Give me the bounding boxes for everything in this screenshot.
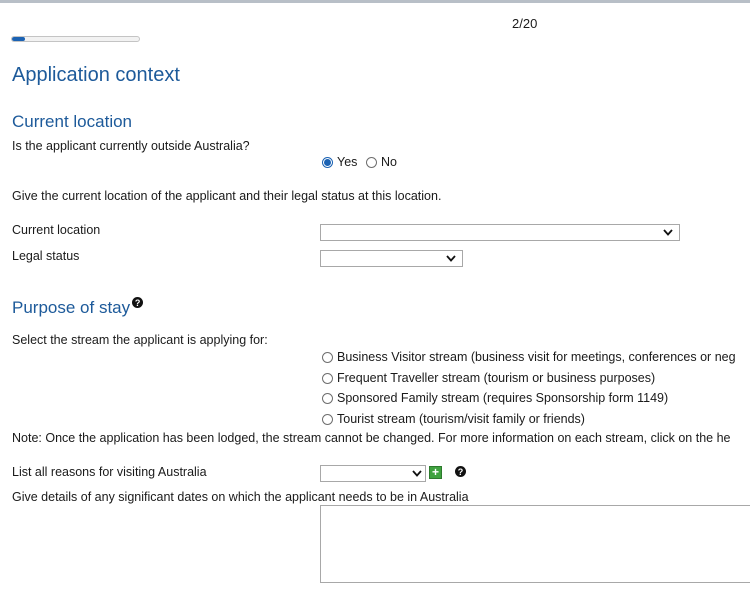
stream-option-frequent-traveller[interactable] (322, 371, 655, 385)
stream-option-business-visitor[interactable] (322, 350, 736, 364)
legal-status-label: Legal status (12, 249, 80, 263)
stream-option-label: Tourist stream (tourism/visit family or friends) (337, 412, 585, 426)
stream-note: Note: Once the application has been lodged, the stream cannot be changed. For more information on each stream, click on the he (12, 431, 731, 445)
stream-radio-indicator[interactable] (322, 414, 333, 425)
radio-yes-label: Yes (337, 155, 358, 169)
stream-option-label: Sponsored Family stream (requires Sponsorship form 1149) (337, 391, 669, 405)
outside-australia-question: Is the applicant currently outside Australia? (12, 139, 250, 153)
stream-radio-indicator[interactable] (322, 393, 333, 404)
significant-dates-textarea[interactable] (320, 505, 750, 583)
current-location-label: Current location (12, 223, 101, 237)
top-border (0, 0, 750, 3)
stream-option-tourist[interactable] (322, 412, 585, 426)
reasons-label: List all reasons for visiting Australia (12, 465, 207, 479)
radio-yes[interactable] (322, 155, 357, 169)
radio-no-label: No (381, 155, 397, 169)
add-reason-button[interactable]: + (429, 466, 442, 479)
location-instruction: Give the current location of the applicant and their legal status at this location. (12, 189, 442, 203)
progress-bar (11, 36, 140, 42)
purpose-heading-row (12, 298, 143, 318)
progress-fill (12, 37, 25, 41)
section-heading-current-location: Current location (12, 112, 133, 131)
stream-radio-indicator[interactable] (322, 373, 333, 384)
section-heading-purpose-of-stay: Purpose of stay (12, 298, 131, 317)
radio-yes-indicator[interactable] (322, 157, 333, 168)
stream-option-label: Business Visitor stream (business visit for meetings, conferences or neg (337, 350, 736, 364)
progress-label: 2/20 (512, 16, 538, 31)
page-title: Application context (12, 64, 180, 86)
reasons-select[interactable] (320, 465, 426, 482)
chevron-down-icon (412, 469, 422, 478)
radio-no[interactable] (366, 155, 397, 169)
current-location-select[interactable] (320, 224, 680, 241)
stream-option-label: Frequent Traveller stream (tourism or business purposes) (337, 371, 656, 385)
help-icon[interactable]: ? (455, 466, 466, 477)
help-icon[interactable]: ? (132, 297, 143, 308)
dates-label: Give details of any significant dates on which the applicant needs to be in Australia (12, 490, 469, 504)
chevron-down-icon (446, 254, 456, 263)
chevron-down-icon (663, 228, 673, 237)
stream-option-sponsored-family[interactable] (322, 391, 668, 405)
legal-status-select[interactable] (320, 250, 463, 267)
radio-no-indicator[interactable] (366, 157, 377, 168)
stream-prompt: Select the stream the applicant is applying for: (12, 333, 268, 347)
stream-radio-indicator[interactable] (322, 352, 333, 363)
